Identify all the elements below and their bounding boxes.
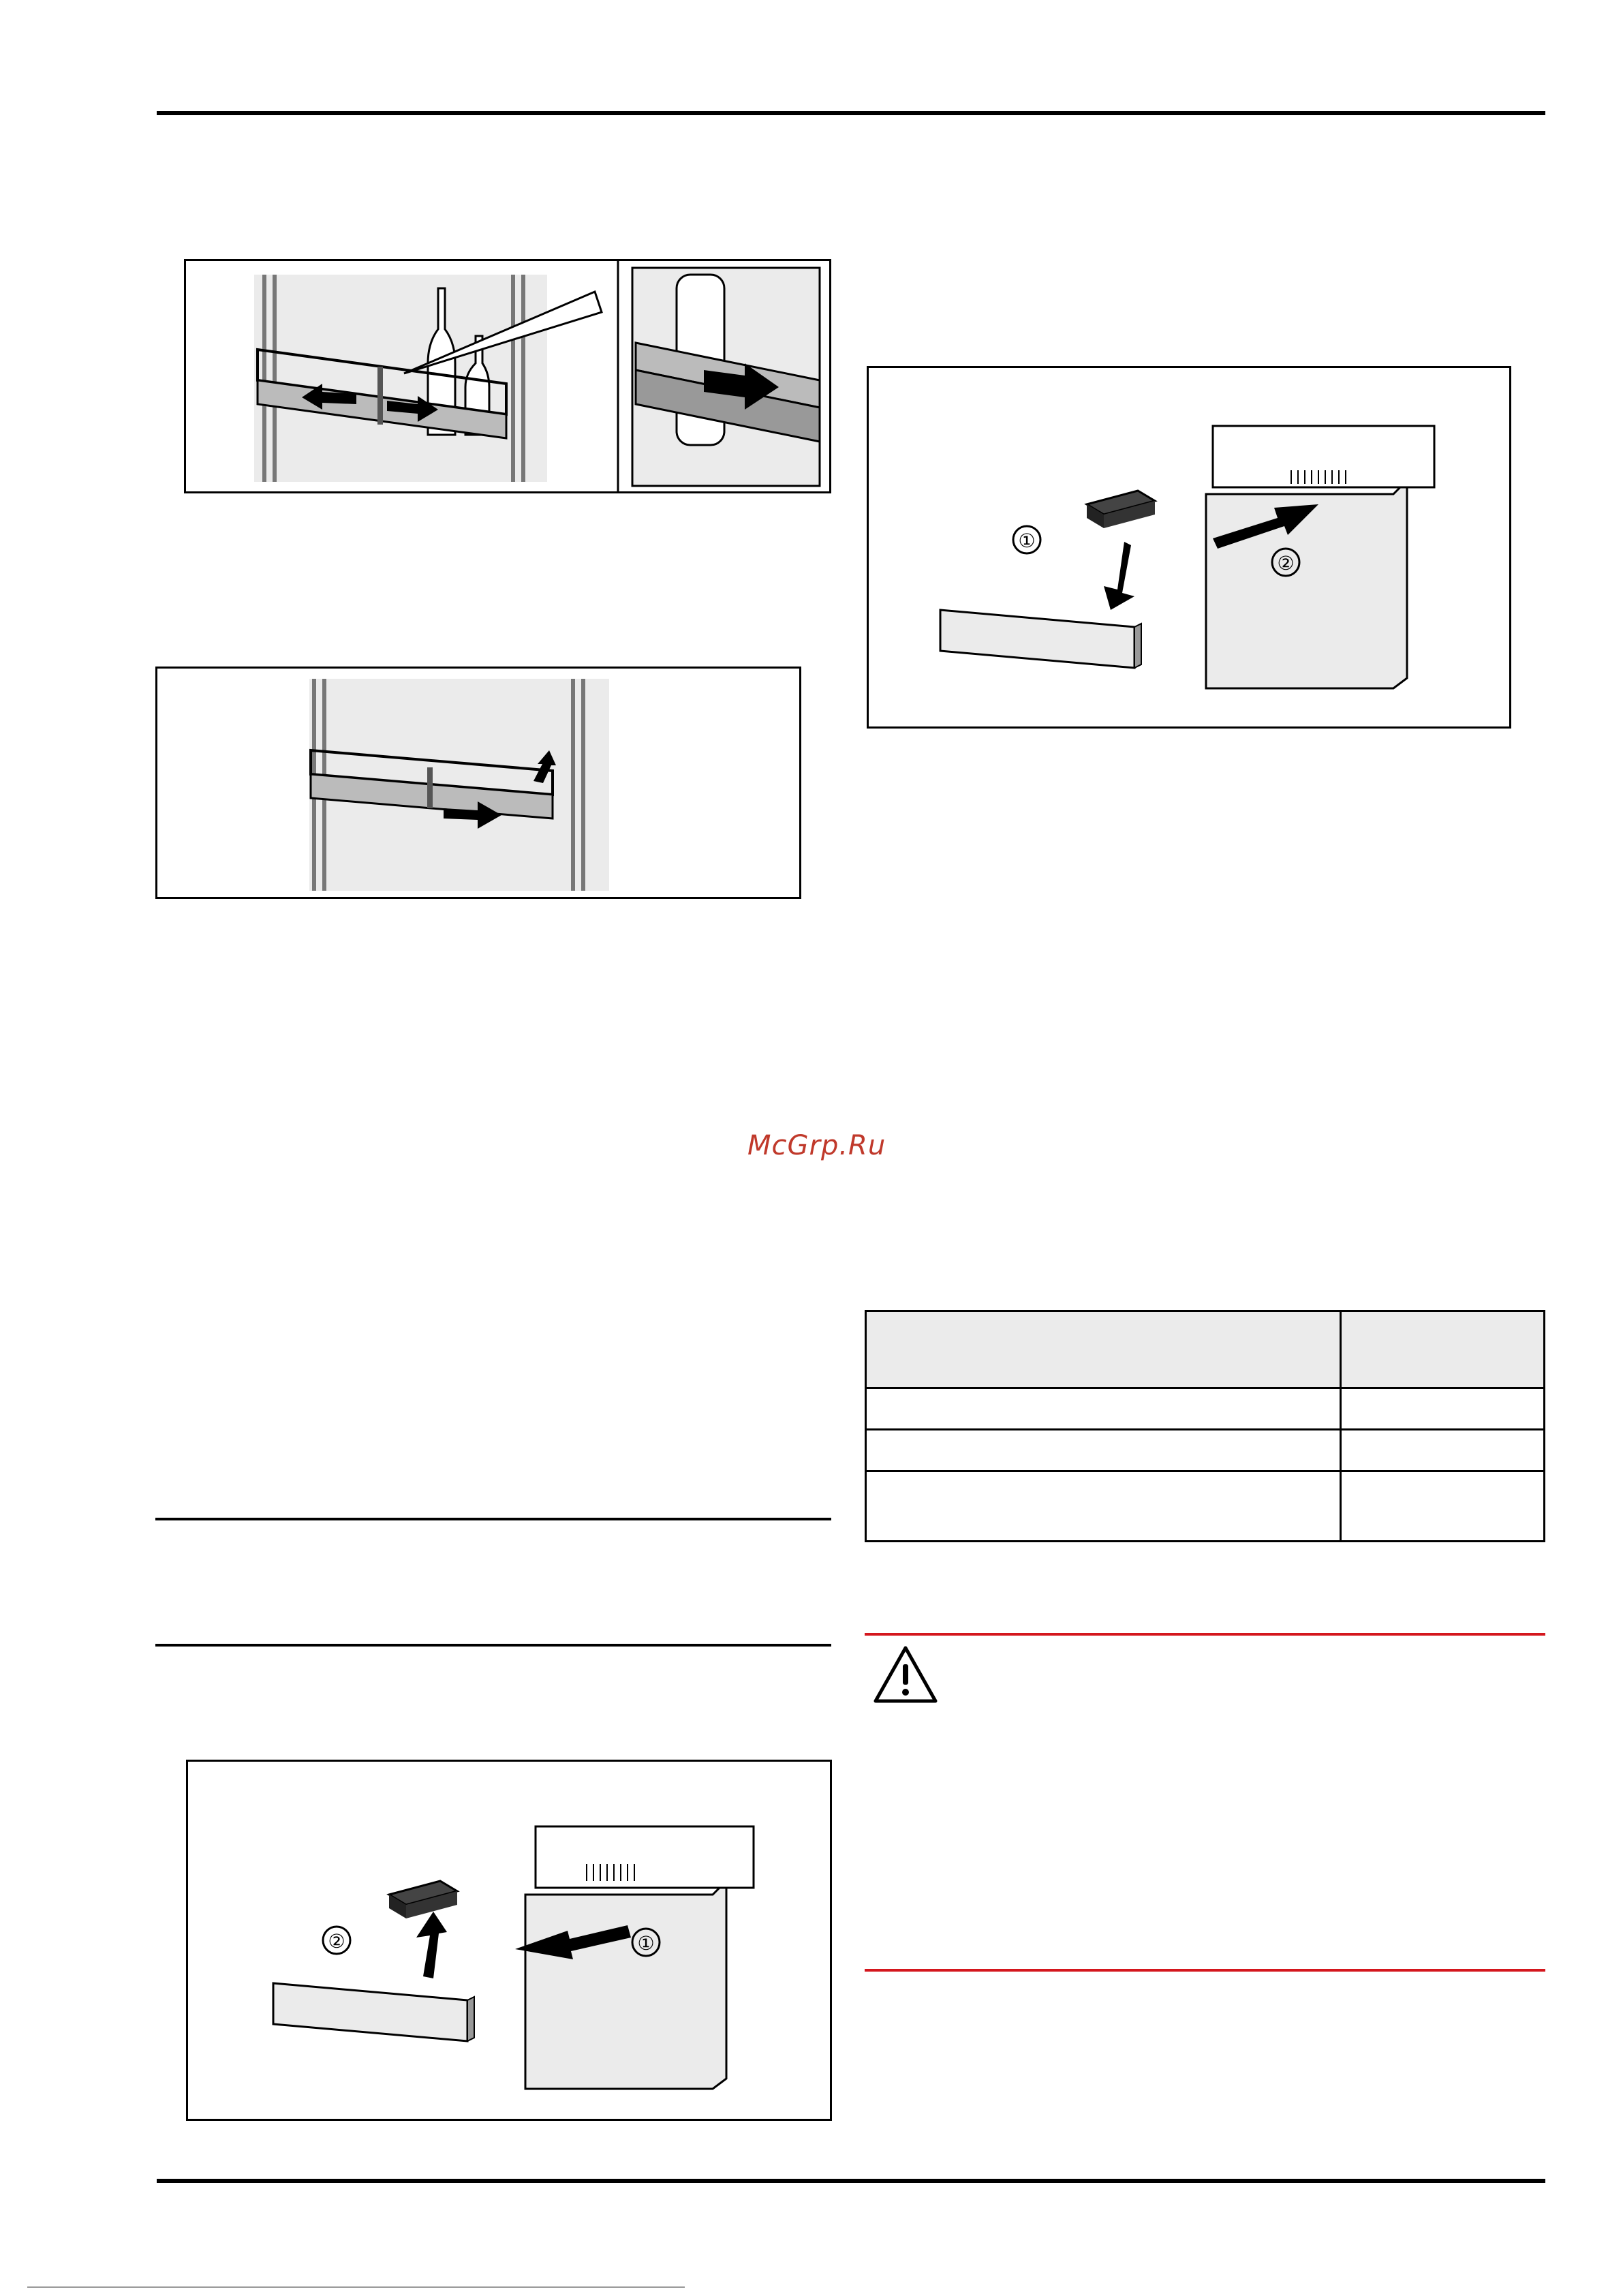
- table-header-cell: [866, 1311, 1341, 1388]
- figure-shelf-remove: [155, 667, 801, 899]
- watermark: McGrp.Ru: [747, 1130, 886, 1161]
- table-cell: [1341, 1430, 1545, 1471]
- figure-filter-insert: [867, 366, 1511, 729]
- remove-step1-label: ①: [637, 1933, 655, 1954]
- section-rule: [155, 1644, 831, 1647]
- header-rule: [157, 111, 1545, 115]
- spec-table: [865, 1310, 1545, 1542]
- figure-filter-remove: [186, 1760, 832, 2121]
- table-cell: [866, 1430, 1341, 1471]
- warning-top-rule: [865, 1633, 1545, 1636]
- table-cell: [1341, 1388, 1545, 1430]
- remove-step2-label: ②: [328, 1931, 345, 1952]
- insert-step2-label: ②: [1277, 553, 1295, 574]
- insert-step1-label: ①: [1018, 530, 1036, 551]
- table-cell: [1341, 1471, 1545, 1542]
- table-header-cell: [1341, 1311, 1545, 1388]
- section-rule: [155, 1518, 831, 1520]
- table-cell: [866, 1471, 1341, 1542]
- warning-triangle-icon: [871, 1644, 940, 1705]
- warning-bottom-rule: [865, 1969, 1545, 1972]
- footer-rule: [157, 2179, 1545, 2183]
- page-edge-line: [27, 2286, 685, 2288]
- figure-bottle-divider: [184, 259, 831, 493]
- table-cell: [866, 1388, 1341, 1430]
